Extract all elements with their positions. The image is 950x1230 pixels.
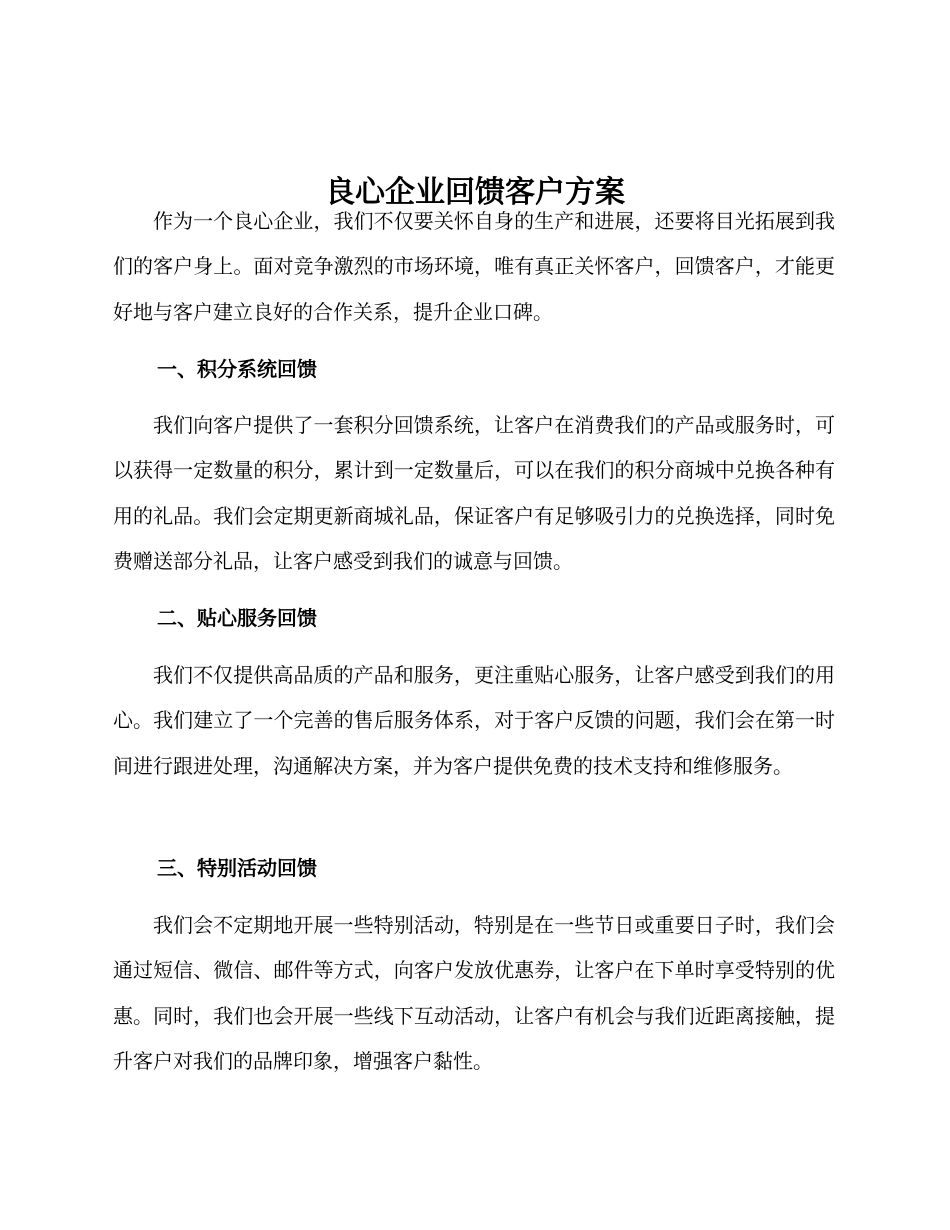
section-heading-points: 一、积分系统回馈 xyxy=(157,357,317,381)
section-heading-service: 二、贴心服务回馈 xyxy=(157,606,317,630)
section-body-points: 我们向客户提供了一套积分回馈系统，让客户在消费我们的产品或服务时，可以获得一定数量的积分，累计到一定数量后，可以在我们的积分商城中兑换各种有用的礼品。我们会定期更新商城礼品，保证客户有足够吸引力的兑换选择，同时免费赠送部分礼品，让客户感受到我们的诚意与回馈。 xyxy=(113,413,835,573)
section-heading-events: 三、特别活动回馈 xyxy=(157,856,317,880)
section-body-events: 我们会不定期地开展一些特别活动，特别是在一些节日或重要日子时，我们会通过短信、微信、邮件等方式，向客户发放优惠券，让客户在下单时享受特别的优惠。同时，我们也会开展一些线下互动活动，让客户有机会与我们近距离接触，提升客户对我们的品牌印象，增强客户黏性。 xyxy=(113,913,835,1073)
document-title: 良心企业回馈客户方案 xyxy=(325,175,625,211)
intro-paragraph: 作为一个良心企业，我们不仅要关怀自身的生产和进展，还要将目光拓展到我们的客户身上。面对竞争激烈的市场环境，唯有真正关怀客户，回馈客户，才能更好地与客户建立良好的合作关系，提升企业口碑。 xyxy=(113,209,835,324)
section-body-service: 我们不仅提供高品质的产品和服务，更注重贴心服务，让客户感受到我们的用心。我们建立了一个完善的售后服务体系，对于客户反馈的问题，我们会在第一时间进行跟进处理，沟通解决方案，并为客户提供免费的技术支持和维修服务。 xyxy=(113,663,835,778)
